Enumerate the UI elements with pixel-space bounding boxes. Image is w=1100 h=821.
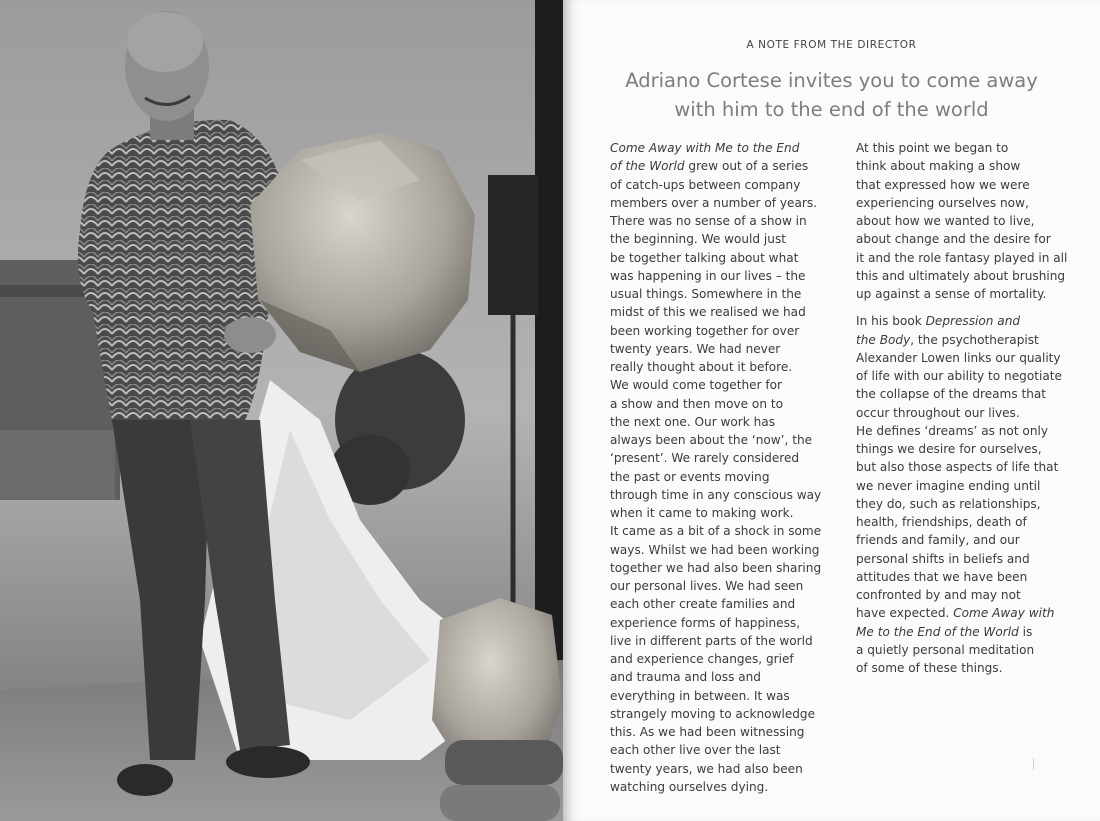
text-line xyxy=(610,285,848,303)
text-line xyxy=(856,404,1088,422)
line-text: watching ourselves dying. xyxy=(610,779,769,794)
text-line xyxy=(610,522,848,540)
line-text: this and ultimately about brushing xyxy=(856,268,1066,283)
line-text: friends and family, and our xyxy=(856,533,1020,548)
line-text: experience forms of happiness, xyxy=(610,615,801,630)
line-text: really thought about it before. xyxy=(610,360,793,374)
line-text: grew out of a series xyxy=(684,159,809,174)
line-text: everything in between. It was xyxy=(610,688,790,703)
text-line xyxy=(856,139,1088,157)
italic-title-text: Depression and xyxy=(925,314,1021,329)
text-line xyxy=(856,249,1088,267)
line-text: personal shifts in beliefs and xyxy=(856,551,1030,566)
text-line xyxy=(610,230,848,248)
line-text: they do, such as relationships, xyxy=(856,496,1041,511)
text-line xyxy=(856,212,1088,230)
line-text: ways. Whilst we had been working xyxy=(610,542,820,557)
line-text: midst of this we realised we had xyxy=(610,305,806,320)
text-line xyxy=(856,422,1088,440)
italic-title-text: Come Away with xyxy=(953,606,1055,621)
line-text: each other live over the last xyxy=(610,743,781,758)
text-line xyxy=(856,367,1088,385)
line-text: We would come together for xyxy=(610,378,783,393)
text-line xyxy=(610,395,848,413)
line-text: been working together for over xyxy=(610,323,800,338)
line-text: through time in any conscious way xyxy=(610,487,822,502)
body-paragraph xyxy=(610,139,848,796)
text-line xyxy=(610,705,848,723)
line-text: a show and then move on to xyxy=(610,396,783,411)
left-column xyxy=(610,139,848,796)
text-line xyxy=(610,723,848,741)
line-text: the collapse of the dreams that xyxy=(856,387,1047,402)
line-text: be together talking about what xyxy=(610,250,799,265)
line-text: a quietly personal meditation xyxy=(856,642,1035,657)
text-line xyxy=(856,157,1088,175)
line-text: occur throughout our lives. xyxy=(856,405,1020,420)
text-line xyxy=(856,285,1088,303)
text-line xyxy=(610,303,848,321)
line-text: things we desire for ourselves, xyxy=(856,442,1042,456)
italic-title-text: Me to the End of the World xyxy=(856,624,1019,639)
line-text: , the psychotherapist xyxy=(910,332,1039,347)
text-line xyxy=(610,139,848,157)
line-text: Alexander Lowen links our quality xyxy=(856,350,1061,365)
text-line xyxy=(610,194,848,212)
line-text: about how we wanted to live, xyxy=(856,214,1035,228)
text-line xyxy=(856,513,1088,531)
line-text: members over a number of years. xyxy=(610,195,817,210)
text-line xyxy=(610,486,848,504)
line-text: of life with our ability to negotiate xyxy=(856,369,1062,383)
line-text: There was no sense of a show in xyxy=(610,214,807,228)
text-line xyxy=(856,312,1088,330)
text-line xyxy=(856,230,1088,248)
text-line xyxy=(856,641,1088,659)
right-column xyxy=(856,139,1088,677)
text-line xyxy=(610,541,848,559)
text-line xyxy=(856,531,1088,549)
section-kicker: A NOTE FROM THE DIRECTOR xyxy=(746,39,917,51)
text-line xyxy=(856,349,1088,367)
text-line xyxy=(610,614,848,632)
text-line xyxy=(856,194,1088,212)
line-text: the beginning. We would just xyxy=(610,232,787,247)
line-text: when it came to making work. xyxy=(610,506,794,520)
text-line xyxy=(856,495,1088,513)
line-text: of catch-ups between company xyxy=(610,177,801,192)
text-line xyxy=(610,760,848,778)
text-line xyxy=(610,322,848,340)
line-text: It came as a bit of a shock in some xyxy=(610,524,822,539)
text-line xyxy=(856,477,1088,495)
line-text: was happening in our lives – the xyxy=(610,268,806,283)
line-text: of some of these things. xyxy=(856,661,1003,675)
line-text: In his book xyxy=(856,314,926,329)
text-line xyxy=(610,267,848,285)
line-text: ‘present’. We rarely considered xyxy=(610,451,800,466)
line-text: each other create families and xyxy=(610,597,796,612)
text-line xyxy=(610,212,848,230)
line-text: but also those aspects of life that xyxy=(856,460,1059,475)
line-text: twenty years, we had also been xyxy=(610,761,803,776)
line-text: is xyxy=(1018,624,1033,639)
line-text: together we had also been sharing xyxy=(610,560,822,575)
text-line xyxy=(856,176,1088,194)
line-text: strangely moving to acknowledge xyxy=(610,706,816,721)
line-text: live in different parts of the world xyxy=(610,633,813,648)
line-text: usual things. Somewhere in the xyxy=(610,287,802,301)
text-line xyxy=(610,157,848,175)
director-note-page xyxy=(563,0,1100,821)
text-line xyxy=(610,650,848,668)
line-text: have expected. xyxy=(856,606,954,621)
line-text: always been about the ‘now’, the xyxy=(610,433,813,447)
text-line xyxy=(856,568,1088,586)
italic-title-text: Come Away with Me to the End xyxy=(610,141,800,155)
line-text: twenty years. We had never xyxy=(610,341,781,356)
text-line xyxy=(610,413,848,431)
headline-line: with him to the end of the world xyxy=(674,98,989,121)
text-line xyxy=(856,586,1088,604)
italic-title-text: of the World xyxy=(610,159,685,174)
body-paragraph xyxy=(856,312,1088,677)
text-line xyxy=(610,504,848,522)
line-text: confronted by and may not xyxy=(856,588,1021,602)
text-line xyxy=(856,267,1088,285)
text-line xyxy=(610,340,848,358)
text-line xyxy=(610,778,848,796)
line-text: we never imagine ending until xyxy=(856,478,1041,493)
text-line xyxy=(610,632,848,650)
text-line xyxy=(610,249,848,267)
text-line xyxy=(610,358,848,376)
line-text: and experience changes, grief xyxy=(610,652,794,666)
line-text: our personal lives. We had seen xyxy=(610,579,804,593)
line-text: about change and the desire for xyxy=(856,232,1051,247)
text-line xyxy=(856,458,1088,476)
text-line xyxy=(610,559,848,577)
text-line xyxy=(610,595,848,613)
line-text: At this point we began to xyxy=(856,141,1009,155)
text-line xyxy=(610,577,848,595)
text-line xyxy=(856,331,1088,349)
text-line xyxy=(856,550,1088,568)
line-text: this. As we had been witnessing xyxy=(610,725,805,739)
line-text: attitudes that we have been xyxy=(856,569,1028,584)
text-line xyxy=(856,440,1088,458)
line-text: He defines ‘dreams’ as not only xyxy=(856,423,1048,438)
line-text: that expressed how we were xyxy=(856,177,1030,192)
line-text: health, friendships, death of xyxy=(856,515,1027,529)
text-line xyxy=(856,623,1088,641)
line-text: the past or events moving xyxy=(610,469,770,484)
text-line xyxy=(856,604,1088,622)
line-text: it and the role fantasy played in all xyxy=(856,250,1068,265)
text-line xyxy=(856,385,1088,403)
headline xyxy=(603,66,1060,124)
text-line xyxy=(856,659,1088,677)
text-line xyxy=(610,176,848,194)
text-line xyxy=(610,668,848,686)
line-text: experiencing ourselves now, xyxy=(856,195,1029,210)
line-text: the next one. Our work has xyxy=(610,414,776,429)
text-line xyxy=(610,687,848,705)
text-line xyxy=(610,741,848,759)
text-line xyxy=(610,449,848,467)
line-text: up against a sense of mortality. xyxy=(856,287,1047,301)
text-line xyxy=(610,431,848,449)
page-mark xyxy=(1033,758,1034,770)
text-line xyxy=(610,376,848,394)
body-paragraph xyxy=(856,139,1088,303)
line-text: and trauma and loss and xyxy=(610,670,761,685)
headline-line: Adriano Cortese invites you to come away xyxy=(625,69,1038,92)
italic-title-text: the Body xyxy=(856,332,911,347)
text-line xyxy=(610,468,848,486)
line-text: think about making a show xyxy=(856,159,1021,174)
